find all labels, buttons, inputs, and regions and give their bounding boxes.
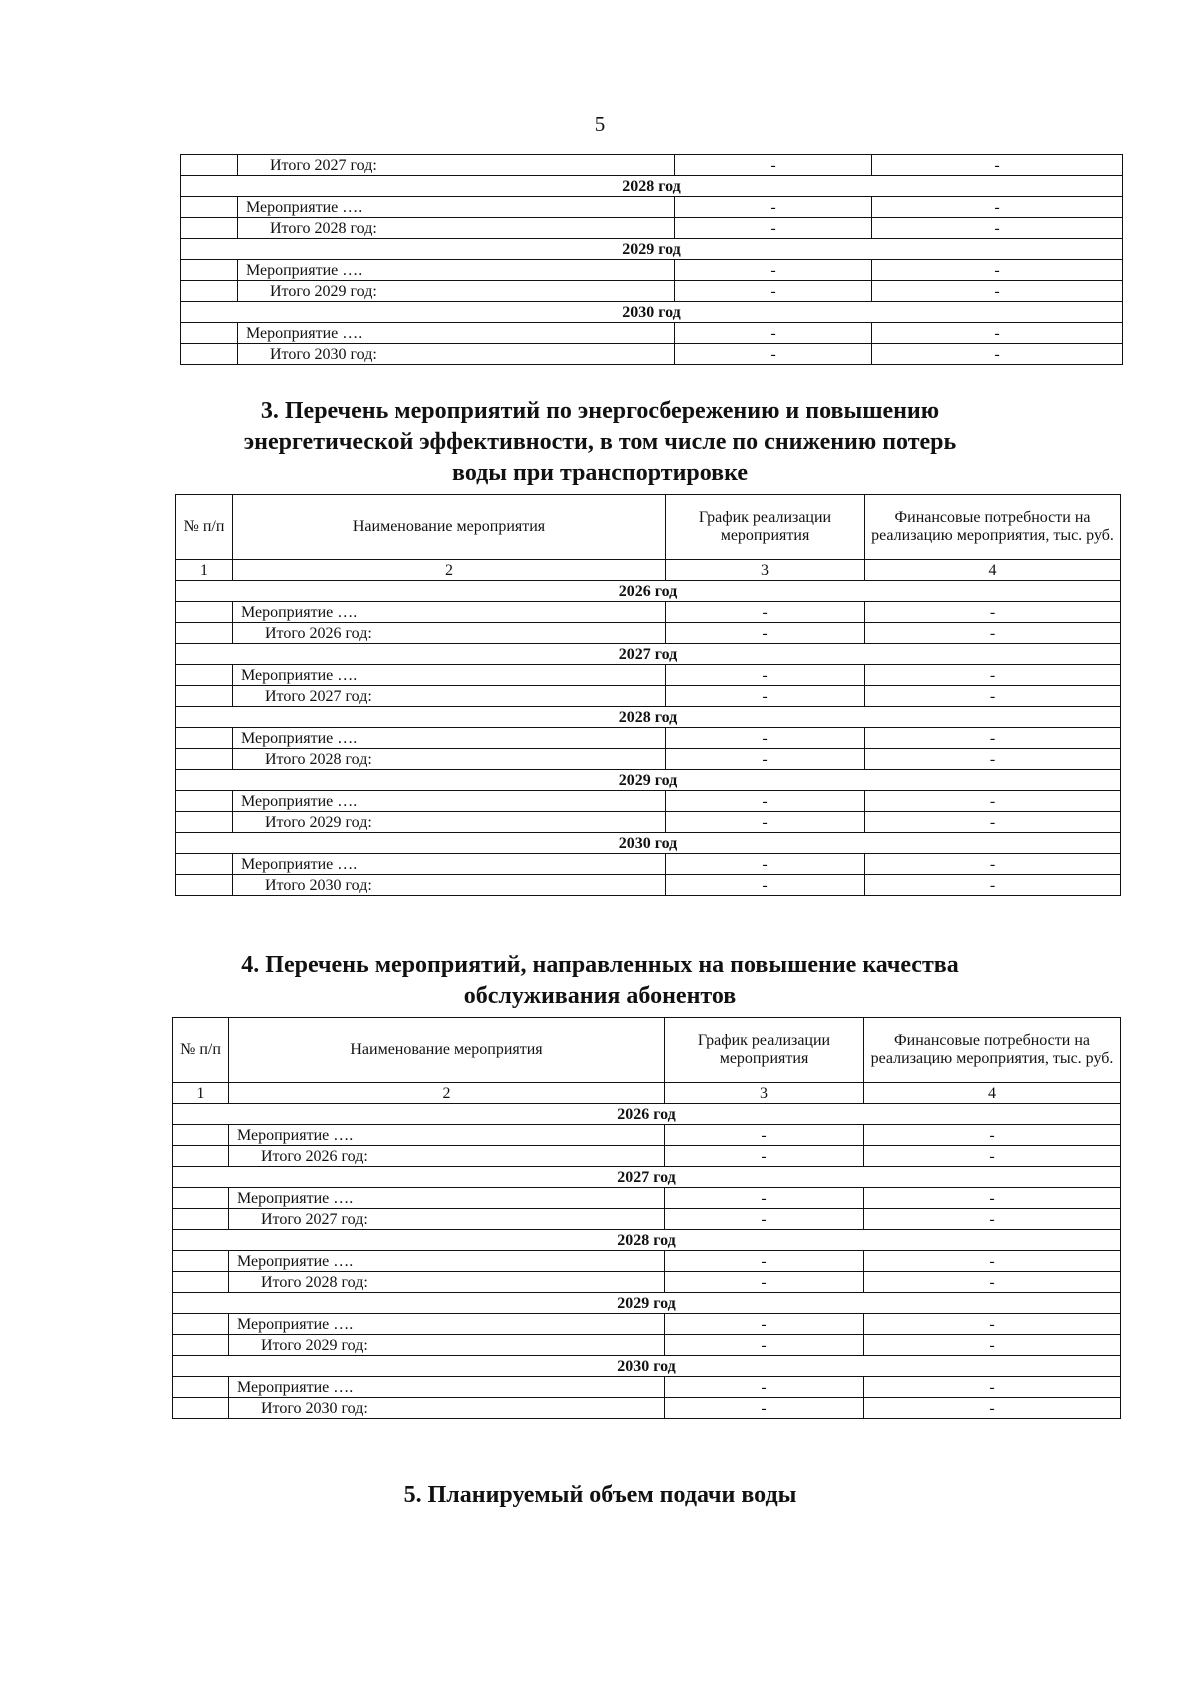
year-label: 2029 год [181,239,1123,260]
row-number-cell [173,1125,229,1146]
event-row [173,1251,1121,1272]
total-label: Итого 2030 год: [238,344,675,365]
event-row [173,1188,1121,1209]
total-row [173,1146,1121,1167]
row-number-cell [173,1314,229,1335]
col-number: 2 [233,560,666,581]
year-row [176,581,1121,602]
row-number-cell [173,1251,229,1272]
finance-value: - [872,323,1123,344]
col-number: 3 [666,560,865,581]
total-label: Итого 2026 год: [233,623,666,644]
finance-value: - [872,260,1123,281]
year-label: 2029 год [173,1293,1121,1314]
section5-heading: 5. Планируемый объем подачи воды [403,1482,797,1508]
event-name: Мероприятие …. [238,197,675,218]
event-row [173,1377,1121,1398]
table-section3 [175,494,1121,896]
schedule-value: - [665,1272,864,1293]
event-row [181,323,1123,344]
event-name: Мероприятие …. [238,260,675,281]
year-label: 2029 год [176,770,1121,791]
total-row [181,281,1123,302]
event-row [176,728,1121,749]
year-label: 2030 год [176,833,1121,854]
header-row [176,495,1121,560]
year-row [173,1167,1121,1188]
total-row [181,344,1123,365]
year-row [173,1293,1121,1314]
year-row [176,707,1121,728]
finance-value: - [872,344,1123,365]
row-number-cell [173,1209,229,1230]
row-number-cell [173,1335,229,1356]
schedule-value: - [665,1251,864,1272]
total-row [176,623,1121,644]
finance-value: - [864,1146,1121,1167]
heading-line: 4. Перечень мероприятий, направленных на повышение качества [241,952,959,978]
schedule-value: - [675,281,872,302]
schedule-value: - [675,323,872,344]
row-number-cell [176,875,233,896]
col-number: 4 [865,560,1121,581]
year-row [176,770,1121,791]
finance-value: - [864,1188,1121,1209]
total-row [173,1335,1121,1356]
row-number-cell [173,1146,229,1167]
year-row [181,302,1123,323]
table-body [176,581,1121,896]
schedule-value: - [675,218,872,239]
total-row [173,1272,1121,1293]
column-numbers-row [176,560,1121,581]
row-number-cell [173,1272,229,1293]
section4-heading [0,950,1200,1012]
event-row [173,1314,1121,1335]
event-row [176,665,1121,686]
year-label: 2028 год [173,1230,1121,1251]
event-name: Мероприятие …. [233,602,666,623]
schedule-value: - [666,602,865,623]
col-header-finance: Финансовые потребности на реализацию мероприятия, тыс. руб. [865,495,1121,560]
col-header-name: Наименование мероприятия [233,495,666,560]
finance-value: - [872,197,1123,218]
event-name: Мероприятие …. [229,1188,665,1209]
year-label: 2028 год [181,176,1123,197]
schedule-value: - [666,812,865,833]
total-label: Итого 2027 год: [233,686,666,707]
event-name: Мероприятие …. [229,1377,665,1398]
finance-value: - [865,854,1121,875]
finance-value: - [865,749,1121,770]
schedule-value: - [675,155,872,176]
schedule-value: - [666,854,865,875]
col-number: 4 [864,1083,1121,1104]
total-label: Итого 2028 год: [238,218,675,239]
row-number-cell [173,1377,229,1398]
schedule-value: - [666,875,865,896]
total-label: Итого 2030 год: [233,875,666,896]
event-name: Мероприятие …. [229,1251,665,1272]
event-row [181,197,1123,218]
total-label: Итого 2029 год: [238,281,675,302]
row-number-cell [173,1188,229,1209]
row-number-cell [173,1398,229,1419]
row-number-cell [176,623,233,644]
row-number-cell [181,197,238,218]
total-label: Итого 2028 год: [233,749,666,770]
schedule-value: - [666,665,865,686]
table-section4 [172,1017,1121,1419]
total-row [181,155,1123,176]
year-label: 2026 год [173,1104,1121,1125]
schedule-value: - [675,344,872,365]
col-number: 2 [229,1083,665,1104]
schedule-value: - [666,686,865,707]
total-label: Итого 2029 год: [233,812,666,833]
year-label: 2027 год [173,1167,1121,1188]
finance-value: - [865,791,1121,812]
year-label: 2030 год [181,302,1123,323]
row-number-cell [176,791,233,812]
finance-value: - [865,623,1121,644]
event-name: Мероприятие …. [229,1314,665,1335]
table-header [176,495,1121,581]
table-header [173,1018,1121,1104]
event-row [176,602,1121,623]
event-name: Мероприятие …. [233,665,666,686]
table-body [181,155,1123,365]
year-label: 2028 год [176,707,1121,728]
finance-value: - [864,1251,1121,1272]
schedule-value: - [666,623,865,644]
total-label: Итого 2026 год: [229,1146,665,1167]
row-number-cell [176,665,233,686]
event-name: Мероприятие …. [233,791,666,812]
year-row [173,1230,1121,1251]
total-row [176,686,1121,707]
year-label: 2030 год [173,1356,1121,1377]
event-name: Мероприятие …. [233,728,666,749]
schedule-value: - [665,1209,864,1230]
heading-line: 3. Перечень мероприятий по энергосбережению и повышению [260,398,940,424]
heading-line: воды при транспортировке [452,460,748,486]
schedule-value: - [675,197,872,218]
row-number-cell [181,323,238,344]
finance-value: - [864,1398,1121,1419]
schedule-value: - [666,791,865,812]
finance-value: - [865,602,1121,623]
total-row [181,218,1123,239]
col-header-num: № п/п [176,495,233,560]
schedule-value: - [665,1377,864,1398]
finance-value: - [865,875,1121,896]
finance-value: - [872,281,1123,302]
event-row [176,791,1121,812]
finance-value: - [864,1125,1121,1146]
total-row [173,1398,1121,1419]
year-label: 2027 год [176,644,1121,665]
year-row [176,644,1121,665]
schedule-value: - [666,728,865,749]
total-row [173,1209,1121,1230]
schedule-value: - [665,1314,864,1335]
col-number: 1 [176,560,233,581]
schedule-value: - [665,1188,864,1209]
finance-value: - [872,155,1123,176]
col-number: 3 [665,1083,864,1104]
schedule-value: - [665,1146,864,1167]
event-name: Мероприятие …. [229,1125,665,1146]
col-header-schedule: График реализации мероприятия [666,495,865,560]
row-number-cell [176,686,233,707]
section3-heading [0,396,1200,489]
year-row [181,176,1123,197]
table-section2-continuation [180,154,1123,365]
event-row [173,1125,1121,1146]
row-number-cell [176,854,233,875]
total-label: Итого 2027 год: [238,155,675,176]
finance-value: - [864,1335,1121,1356]
table-body [173,1104,1121,1419]
row-number-cell [176,602,233,623]
col-header-num: № п/п [173,1018,229,1083]
row-number-cell [181,218,238,239]
row-number-cell [181,344,238,365]
finance-value: - [865,665,1121,686]
heading-line: обслуживания абонентов [463,983,737,1009]
event-name: Мероприятие …. [233,854,666,875]
total-label: Итого 2027 год: [229,1209,665,1230]
total-label: Итого 2028 год: [229,1272,665,1293]
col-header-name: Наименование мероприятия [229,1018,665,1083]
finance-value: - [864,1377,1121,1398]
year-row [181,239,1123,260]
finance-value: - [872,218,1123,239]
year-row [173,1104,1121,1125]
finance-value: - [865,812,1121,833]
row-number-cell [176,728,233,749]
total-label: Итого 2030 год: [229,1398,665,1419]
finance-value: - [865,728,1121,749]
year-label: 2026 год [176,581,1121,602]
schedule-value: - [666,749,865,770]
col-header-finance: Финансовые потребности на реализацию мероприятия, тыс. руб. [864,1018,1121,1083]
total-row [176,749,1121,770]
row-number-cell [176,749,233,770]
heading-line: энергетической эффективности, в том числе по снижению потерь [243,429,957,455]
total-row [176,812,1121,833]
year-row [176,833,1121,854]
row-number-cell [181,260,238,281]
column-numbers-row [173,1083,1121,1104]
total-label: Итого 2029 год: [229,1335,665,1356]
event-row [176,854,1121,875]
col-header-schedule: График реализации мероприятия [665,1018,864,1083]
schedule-value: - [665,1398,864,1419]
schedule-value: - [665,1125,864,1146]
finance-value: - [864,1272,1121,1293]
event-row [181,260,1123,281]
row-number-cell [176,812,233,833]
total-row [176,875,1121,896]
schedule-value: - [665,1335,864,1356]
finance-value: - [865,686,1121,707]
schedule-value: - [675,260,872,281]
header-row [173,1018,1121,1083]
row-number-cell [181,281,238,302]
finance-value: - [864,1209,1121,1230]
row-number-cell [181,155,238,176]
finance-value: - [864,1314,1121,1335]
col-number: 1 [173,1083,229,1104]
event-name: Мероприятие …. [238,323,675,344]
page-number: 5 [594,112,606,136]
year-row [173,1356,1121,1377]
